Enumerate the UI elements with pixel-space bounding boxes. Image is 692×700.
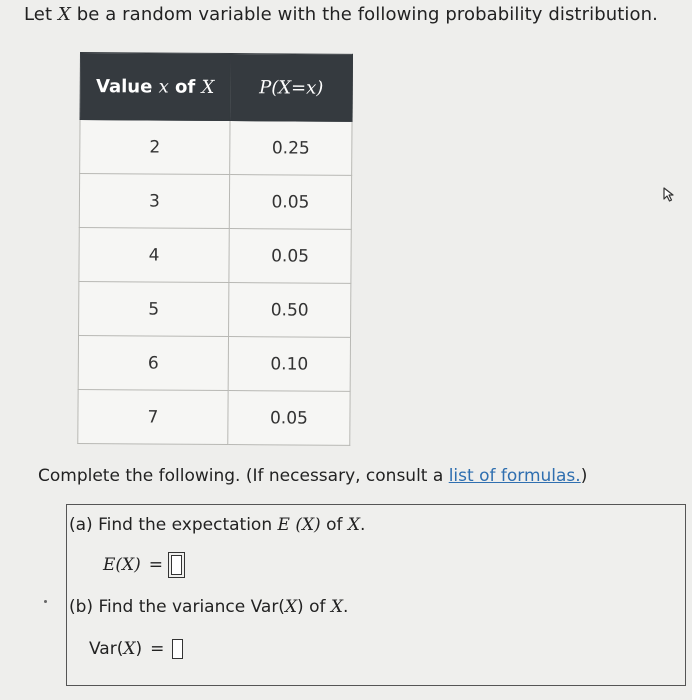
instructions-text: Complete the following. (If necessary, consult a — [38, 466, 449, 486]
expectation-label: E(X) — [103, 555, 141, 575]
part-a-prompt: (a) Find the expectation E (X) of X. — [69, 515, 366, 535]
header-probability: P(X=x) — [230, 54, 352, 122]
intro-suffix: be a random variable with the following probability distribution. — [70, 4, 658, 25]
probability-cell: 0.05 — [229, 229, 351, 284]
table-row — [78, 389, 350, 445]
table-row — [79, 174, 351, 230]
mouse-pointer-icon — [661, 186, 679, 204]
value-cell: 4 — [79, 227, 229, 282]
equals-sign: = — [150, 639, 165, 659]
header-value-x: Value x of X — [80, 53, 230, 121]
table-row — [79, 227, 351, 283]
probability-cell: 0.25 — [230, 121, 352, 176]
part-a-answer-line — [103, 555, 182, 575]
part-b-prompt: (b) Find the variance Var(X) of X. — [69, 597, 349, 617]
probability-cell: 0.05 — [229, 175, 351, 230]
equals-sign: = — [148, 555, 164, 575]
variance-input[interactable] — [172, 639, 183, 659]
intro-prefix: Let — [24, 4, 58, 25]
variance-label: Var(X) — [89, 639, 143, 659]
part-b-answer-line — [89, 639, 183, 659]
question-intro — [24, 4, 658, 25]
list-of-formulas-link[interactable]: list of formulas. — [448, 466, 581, 486]
instructions-suffix: ) — [580, 466, 588, 486]
value-cell: 7 — [78, 389, 228, 444]
table-row — [79, 281, 351, 337]
probability-distribution-table — [77, 52, 353, 446]
intro-variable: X — [57, 4, 71, 25]
probability-cell: 0.50 — [229, 283, 351, 338]
value-cell: 5 — [79, 281, 229, 336]
table-row — [80, 120, 352, 176]
probability-cell: 0.05 — [228, 391, 350, 446]
expectation-input[interactable] — [171, 555, 182, 575]
probability-cell: 0.10 — [228, 337, 350, 392]
value-cell: 3 — [79, 174, 229, 229]
table-header-row — [80, 53, 352, 122]
value-cell: 2 — [80, 120, 230, 175]
answer-panel — [66, 504, 686, 686]
value-cell: 6 — [78, 335, 228, 390]
instructions-line — [38, 466, 587, 486]
stray-dot — [44, 600, 47, 603]
table-row — [78, 335, 350, 391]
